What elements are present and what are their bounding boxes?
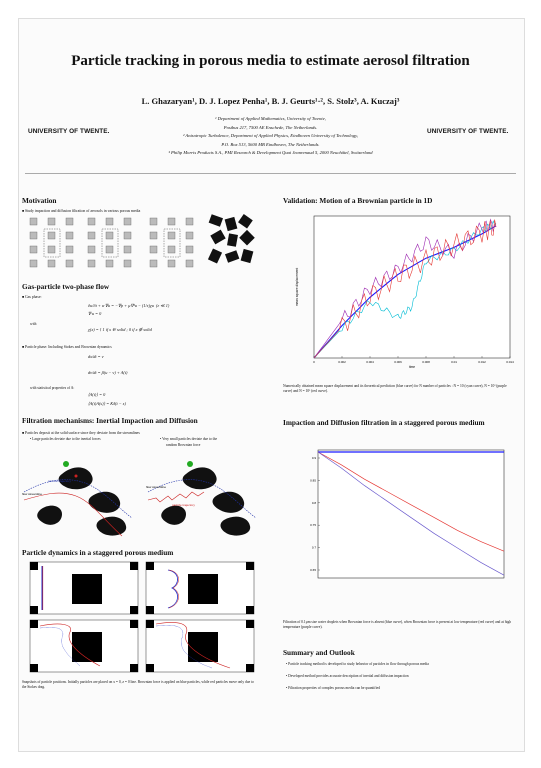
y-tick-label: 0.75: [310, 523, 316, 528]
random-porous-medium: [208, 214, 255, 264]
affiliation-line: ² Anisotropic Turbulence, Department of Applied Physics, Eindhoven University of Technology,: [182, 133, 359, 138]
dynamics-caption: Snapshots of particle positions. Initially particles are placed on x = 0, z = 0 line. Brownian force is applied on blue particles, while red particles move only due to the Stokes drag.: [22, 680, 254, 689]
summary-item: • Developed method provides accurate description of inertial and diffusion impaction: [286, 674, 409, 680]
affiliation-line: P.O. Box 513, 5600 MB Eindhoven, The Netherlands.: [221, 141, 320, 147]
continuity-equation: ∇·u = 0: [88, 311, 102, 316]
grid-medium-a: [30, 218, 73, 267]
x-tick-label: 0: [313, 360, 315, 364]
filtration-mechanism-illustrations: [22, 452, 257, 540]
gas-phase-bullet: ■ Gas phase:: [22, 294, 42, 300]
snapshot-2: [146, 562, 254, 614]
y-tick-label: 0.9: [311, 456, 316, 460]
author-list: L. Ghazaryan¹, D. J. Lopez Penha¹, B. J. Geurts¹·², S. Stolz³, A. Kuczaj³: [141, 96, 400, 106]
particle-snapshots: [30, 562, 255, 674]
section-heading-motivation: Motivation: [22, 196, 57, 205]
navier-stokes-equation: ∂u/∂t + u·∇u = −∇p + µ∇²u − (1/ε)χu (ε ≪ 1): [88, 303, 170, 308]
msd-chart: [280, 208, 520, 378]
flow-streamline-label: flow streamline: [146, 485, 167, 489]
impaction-caption: Filtration of 0.1µm size water droplets when Brownian force is absent (blue curve), when Brownian force is present at low temperature (red curve) and at high temperature (purple curve).: [283, 620, 512, 629]
section-heading-impaction: Impaction and Diffusion filtration in a staggered porous medium: [283, 418, 485, 427]
grid-medium-b: [88, 218, 131, 267]
affiliation-line: ³ Philip Morris Products S.A., PMI Research & Development Quai Jeanrenaud 5, 2000 Neuchâtel, Switzerland: [168, 150, 373, 155]
logo-left: UNIVERSITY OF TWENTE.: [28, 128, 110, 135]
correlation-equation: ⟨A(t)A(s)⟩ = Kδ(t − s): [88, 401, 126, 406]
statistical-properties-label: with statistical properties of A:: [30, 386, 75, 390]
logo-right: UNIVERSITY OF TWENTE.: [427, 128, 509, 135]
y-tick-label: 0.7: [311, 545, 316, 550]
velocity-equation: dv/dt = β(u − v) + A(t): [88, 370, 128, 375]
mean-force-equation: ⟨A(t)⟩ = 0: [88, 392, 106, 397]
section-heading-validation: Validation: Motion of a Brownian particle in 1D: [283, 196, 433, 205]
particle-trajectory-label: particle trajectory: [172, 503, 195, 507]
y-tick-label: 0.85: [310, 478, 316, 483]
section-heading-particle-dynamics: Particle dynamics in a staggered porous medium: [22, 548, 174, 557]
x-tick-label: 0.004: [366, 360, 374, 364]
x-tick-label: 0.01: [451, 360, 457, 364]
validation-caption: Numerically obtained mean square displacement and its theoretical prediction (blue curve) for N number of particles : N = 10 (cyan curve), N = 10² (purple curve) and N = 10³ (red curve).: [283, 384, 507, 393]
summary-item: • Particle tracking method is developed to study behavior of particles in flow through porous media: [286, 662, 429, 668]
section-heading-summary: Summary and Outlook: [283, 648, 355, 657]
particle-phase-bullet: ■ Particle phase: Including Stokes and Brownian dynamics: [22, 344, 112, 350]
inertial-subbullet: • Large particles deviate due to the inertial forces: [30, 437, 101, 443]
x-tick-label: 0.014: [506, 360, 514, 364]
affiliation-line: Postbus 217, 7500 AE Enschede, The Netherlands.: [223, 124, 318, 130]
snapshot-1: [30, 562, 138, 614]
diffusion-subbullet: • Very small particles deviate due to the: [160, 437, 217, 443]
x-tick-label: 0.002: [338, 360, 346, 364]
section-heading-gas-particle: Gas-particle two-phase flow: [22, 282, 110, 291]
summary-item: • Filtration properties of complex porous media can be quantified: [286, 686, 380, 692]
plot-area: [318, 450, 504, 578]
position-equation: dx/dt = v: [88, 354, 104, 359]
x-axis-label: time: [408, 365, 416, 369]
diffusion-illustration: [146, 461, 256, 536]
porous-media-diagrams: [30, 216, 255, 271]
y-tick-label: 0.8: [311, 500, 316, 505]
header-divider: [25, 173, 516, 174]
motivation-bullet: ■ Study impaction and diffusion filtration of aerosols in various porous media: [22, 208, 140, 214]
y-tick-label: 0.65: [310, 568, 316, 572]
x-tick-label: 0.006: [394, 360, 402, 364]
filtration-chart: [280, 446, 520, 614]
x-tick-label: 0.012: [478, 360, 486, 364]
flow-streamline-label: flow streamline: [22, 492, 43, 496]
affiliations: [100, 115, 441, 158]
inertial-impaction-illustration: [22, 461, 132, 536]
y-axis-label: mean square displacement: [295, 267, 299, 307]
x-tick-label: 0.008: [422, 360, 430, 364]
section-heading-filtration: Filtration mechanisms: Inertial Impaction and Diffusion: [22, 416, 198, 425]
diffusion-subbullet-cont: random Brownian force: [166, 443, 201, 447]
particle-trajectory-label: particle trajectory: [48, 479, 71, 483]
with-label: with: [30, 322, 37, 326]
filtration-bullet: ■ Particles deposit at the solid surface since they deviate from the streamlines: [22, 430, 140, 436]
poster-title: Particle tracking in porous media to estimate aerosol filtration: [71, 53, 470, 69]
snapshot-4: [146, 620, 254, 672]
affiliation-line: ¹ Department of Applied Mathematics, University of Twente,: [215, 116, 326, 121]
mask-function-equation: χ(x) = { 1 if x ∈ solid ; 0 if x ∉ solid: [88, 327, 152, 332]
grid-medium-c: [150, 218, 193, 267]
snapshot-3: [30, 620, 138, 672]
